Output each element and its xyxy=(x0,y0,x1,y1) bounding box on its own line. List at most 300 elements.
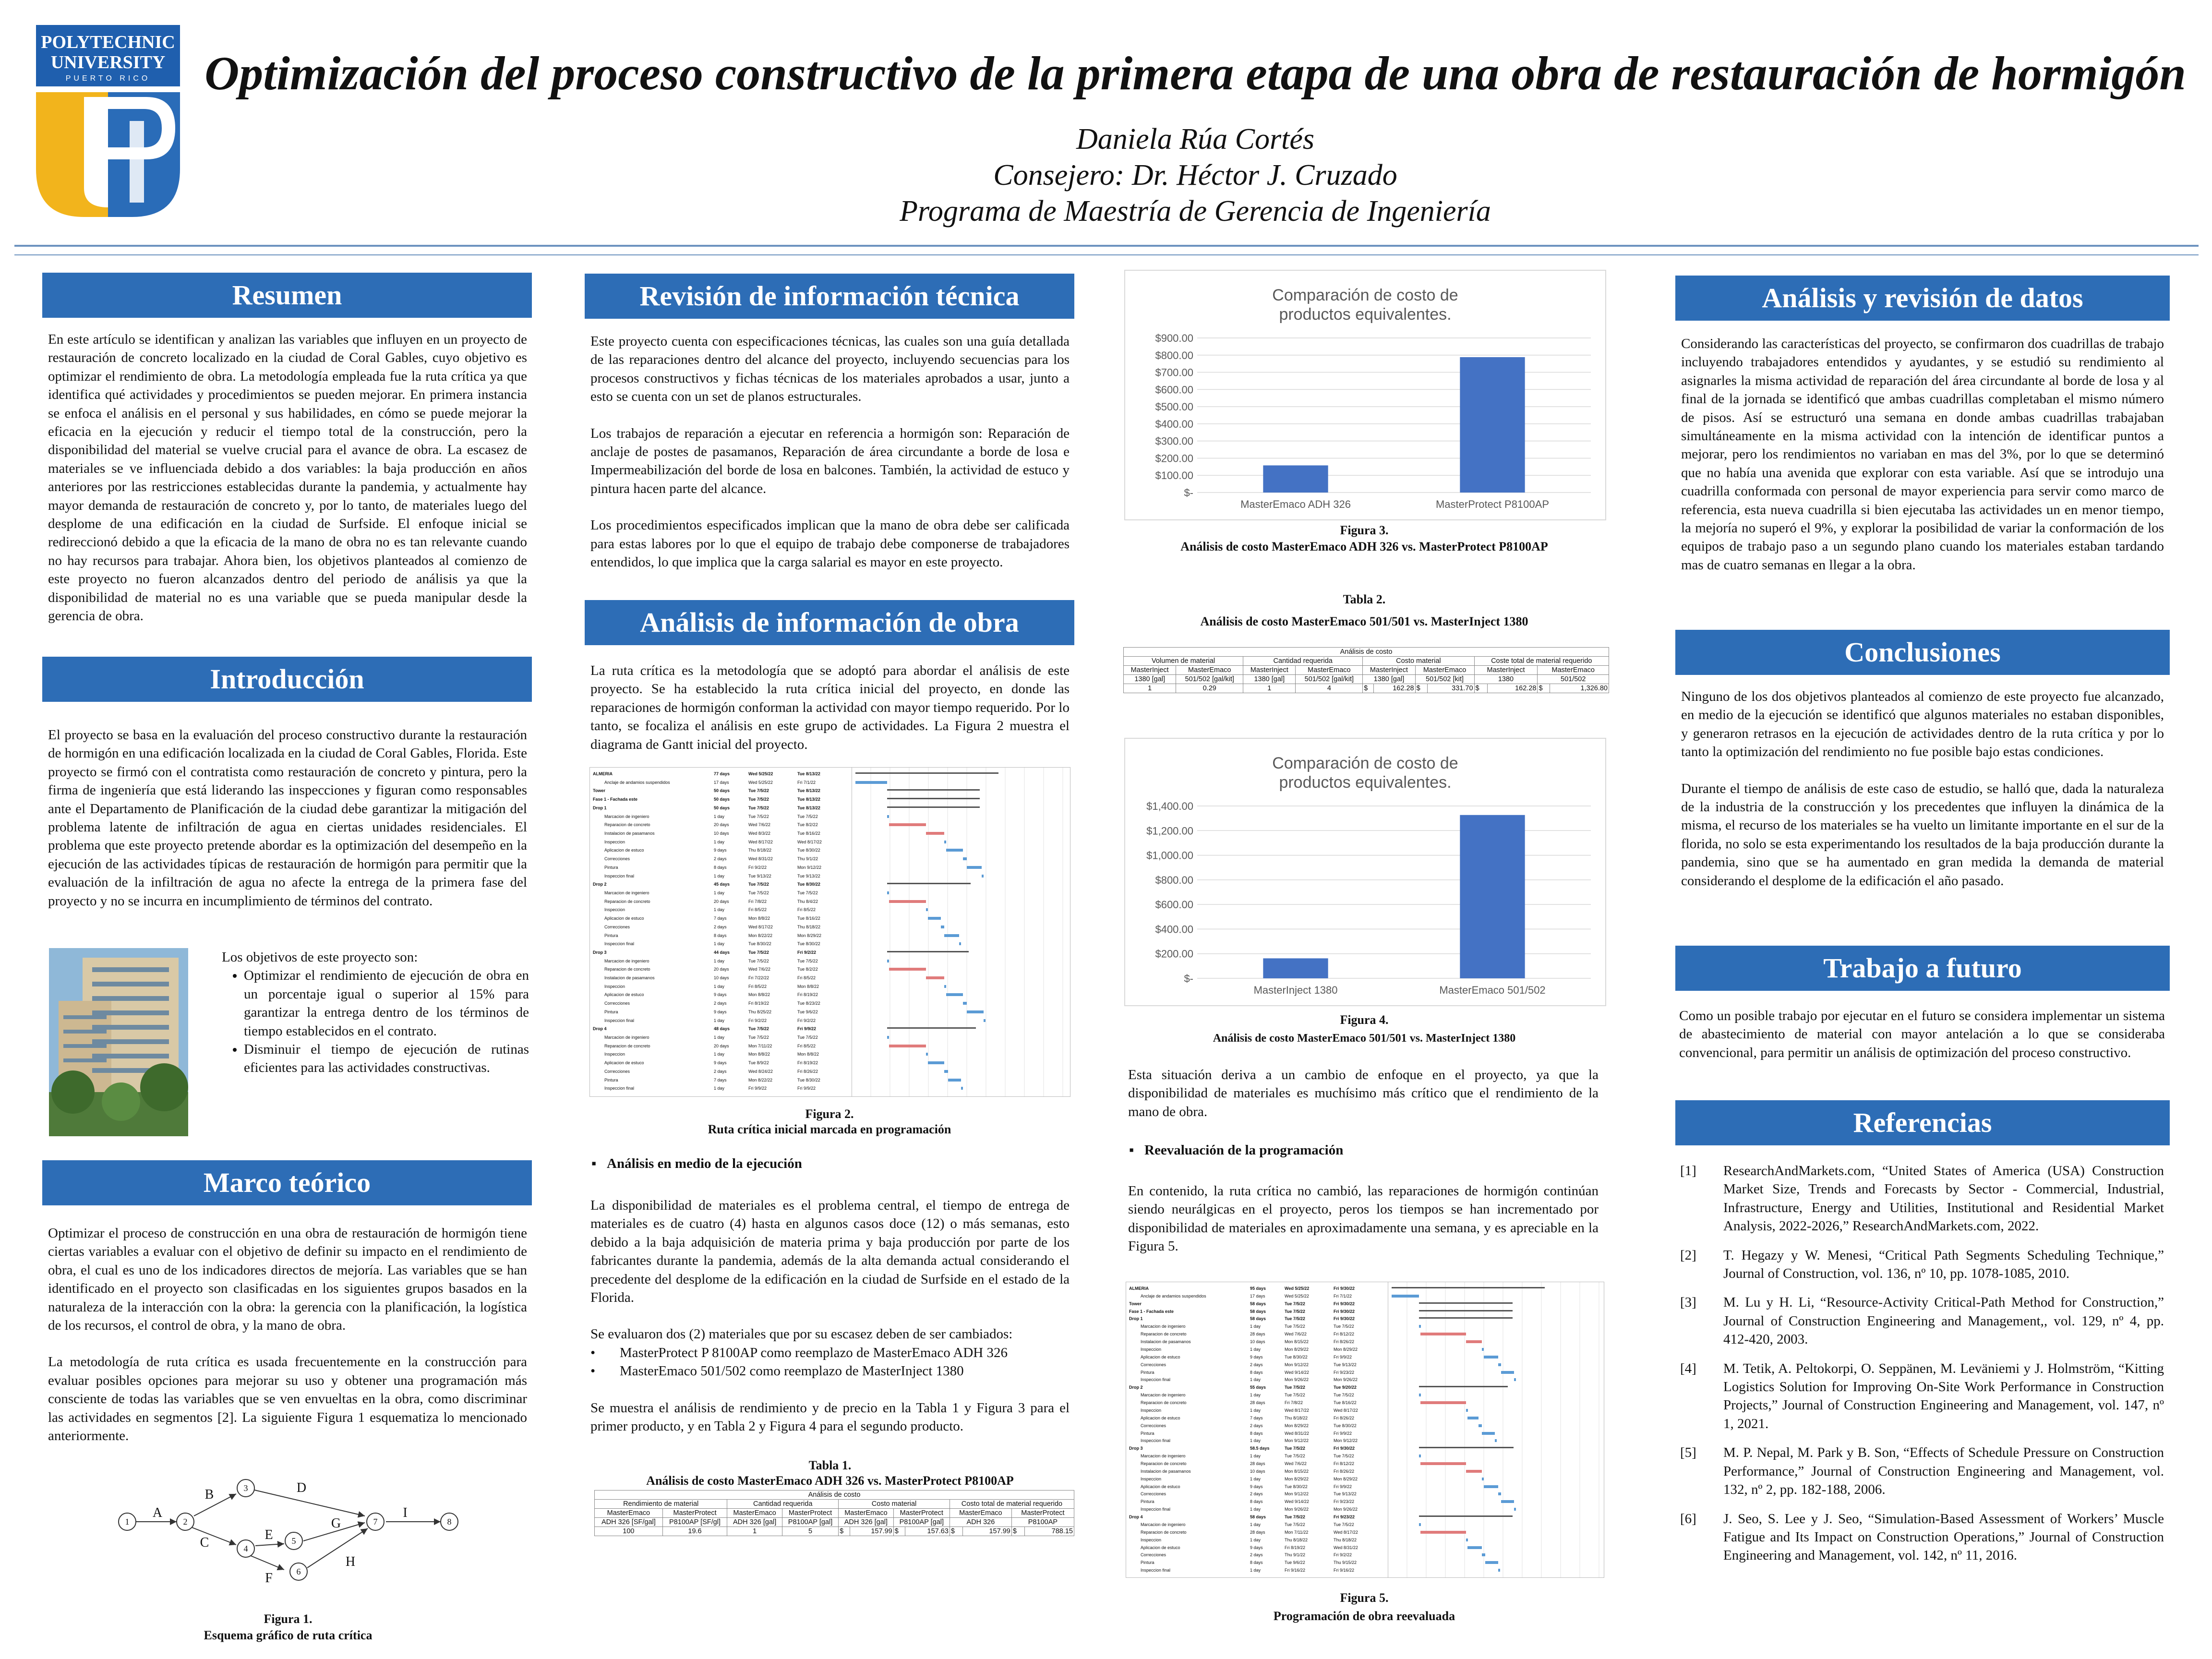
gantt-bar xyxy=(944,934,959,937)
gantt-cell: Fri 8/19/22 xyxy=(797,1060,818,1066)
gantt-cell: Mon 8/8/22 xyxy=(748,992,770,998)
svg-text:8: 8 xyxy=(447,1517,452,1527)
gantt-cell: 50 days xyxy=(714,788,730,793)
material-item-2: • MasterEmaco 501/502 como reemplazo de MasterInject 1380 xyxy=(590,1363,964,1379)
gantt-cell: Fri 9/16/22 xyxy=(1285,1568,1306,1573)
gantt-bar xyxy=(961,1087,963,1090)
gantt-bar xyxy=(1419,1394,1421,1396)
gantt-cell: Tue 9/13/22 xyxy=(748,873,771,878)
gantt-cell: 2 days xyxy=(1250,1362,1263,1367)
gantt-cell: Inspeccion final xyxy=(604,873,635,878)
gantt-bar xyxy=(967,1010,984,1013)
gantt-cell: Drop 4 xyxy=(593,1026,607,1032)
svg-text:3: 3 xyxy=(243,1483,248,1493)
gantt-cell: Thu 8/18/22 xyxy=(748,848,772,853)
gantt-cell: Tue 7/5/22 xyxy=(1285,1393,1305,1398)
gantt-bar xyxy=(889,900,926,903)
gantt-cell: 58 days xyxy=(1250,1515,1266,1520)
fig5-label: Figura 5. xyxy=(1340,1591,1389,1605)
gantt-cell: Fri 9/30/22 xyxy=(1334,1301,1355,1306)
gantt-cell: Tue 8/13/22 xyxy=(797,788,820,793)
gantt-chart-reevaluated xyxy=(1126,1282,1604,1578)
y-tick-label: $600.00 xyxy=(1155,899,1193,911)
program-name: Programa de Maestría de Gerencia de Ingeniería xyxy=(900,195,1491,228)
gantt-cell: 1 day xyxy=(714,941,725,947)
section-header-revision: Revisión de información técnica xyxy=(585,274,1074,319)
gantt-bar xyxy=(946,993,963,996)
gantt-timeline xyxy=(852,768,1070,1096)
gantt-cell: Tue 7/5/22 xyxy=(1334,1324,1354,1329)
gantt-cell: Correcciones xyxy=(1141,1552,1166,1558)
gantt-cell: Aplicacion de estuco xyxy=(604,1060,644,1066)
gantt-cell: Tue 9/13/22 xyxy=(1334,1491,1357,1497)
subsection-reevaluacion: ▪ Reevaluación de la programación xyxy=(1129,1142,1344,1158)
table2-title: Análisis de costo MasterEmaco 501/501 vs. MasterInject 1380 xyxy=(1200,614,1528,628)
gantt-cell: Wed 5/25/22 xyxy=(1285,1293,1309,1298)
revision-p3: Los procedimientos especificados implican que la mano de obra debe ser calificada para estas labores por lo que el equipo de trabajo debe componerse de trabajadores entendidos, lo que implica que la carga salarial es mayor en este proyecto. xyxy=(590,517,1070,570)
gantt-cell: 1 day xyxy=(1250,1438,1261,1443)
gantt-bar xyxy=(944,1070,948,1073)
gantt-bar xyxy=(944,841,946,843)
gantt-cell: Wed 5/25/22 xyxy=(748,780,773,785)
gantt-cell: Marcacion de ingeniero xyxy=(1141,1393,1186,1398)
gantt-bar xyxy=(1420,1401,1466,1404)
gantt-bar xyxy=(967,866,982,869)
gantt-cell: Reparacion de concreto xyxy=(1141,1332,1187,1337)
gantt-bar xyxy=(855,772,998,774)
gantt-cell: 2 days xyxy=(1250,1552,1263,1558)
gantt-cell: Mon 8/29/22 xyxy=(1285,1476,1309,1481)
gantt-cell: 1 day xyxy=(714,890,725,895)
table2: Análisis de costo Volumen de material Cantidad requerida Costo material Coste total de material requerido MasterInject MasterEmaco MasterInject MasterEmaco MasterInject MasterEmaco MasterInject MasterEmaco 1380 [gal] 501/502 [gal/kit] 1380 [gal] 501/502 [gal/kit] 1380 [gal] 501/502 [kit] 1380 501/502 1 0.29 1 4 $ 162.28 $ 331.70 $ 162.28 $ 1,326.80 xyxy=(1123,647,1609,693)
gantt-cell: 9 days xyxy=(1250,1545,1263,1550)
fig1-label: Figura 1. xyxy=(264,1612,313,1626)
gantt-cell: Fri 8/19/22 xyxy=(1285,1545,1306,1550)
gantt-cell: Fri 9/9/22 xyxy=(1334,1431,1352,1436)
gantt-bar xyxy=(1498,1492,1502,1495)
gantt-bar xyxy=(1419,1325,1421,1328)
gantt-chart-initial xyxy=(589,767,1070,1097)
table1-caption: Análisis de costo xyxy=(595,1491,1074,1500)
gantt-cell: Mon 8/29/22 xyxy=(1285,1423,1309,1428)
reference-item: [5] M. P. Nepal, M. Park y B. Son, “Effects of Schedule Pressure on Construction Performance,” Journal of Construction Engineering and Management, vol. 132, nº 2, pp. 182-188, 2006. xyxy=(1680,1445,2164,1498)
gantt-cell: Fri 8/12/22 xyxy=(1334,1332,1355,1337)
gantt-cell: Tue 8/30/22 xyxy=(797,882,820,887)
gantt-cell: Drop 3 xyxy=(593,950,607,955)
gantt-cell: 9 days xyxy=(714,1060,727,1066)
gantt-bar xyxy=(1420,1531,1466,1534)
gantt-cell: Tue 7/5/22 xyxy=(748,805,769,810)
gantt-cell: Wed 9/14/22 xyxy=(1285,1370,1309,1375)
bar xyxy=(1263,465,1328,493)
gantt-cell: Wed 8/17/22 xyxy=(1285,1407,1309,1413)
gantt-cell: 1 day xyxy=(714,1052,725,1057)
gantt-bar xyxy=(887,883,971,884)
figure4-chart xyxy=(1124,738,1606,1006)
gantt-cell: Fri 9/9/22 xyxy=(797,1026,817,1032)
analisis-medio-p3: Se evaluaron dos (2) materiales que por su escasez deben de ser cambiados: xyxy=(590,1326,1013,1342)
gantt-bar xyxy=(1498,1569,1500,1572)
gantt-cell: Wed 8/31/22 xyxy=(1334,1545,1358,1550)
gantt-cell: Inspeccion final xyxy=(604,1086,635,1091)
logo-text-mid: UNIVERSITY xyxy=(50,52,166,72)
y-tick-label: $700.00 xyxy=(1155,366,1193,379)
gantt-cell: Mon 9/12/22 xyxy=(797,865,822,870)
revision-p2: Los trabajos de reparación a ejecutar en referencia a hormigón son: Reparación de anclaje de postes de pasamanos, Reparación de área circundante a borde de losa e Impermeabilización del borde de losa en balcones. También, la actividad de estuco y pintura hacen parte del alcance. xyxy=(590,425,1070,496)
gantt-cell: Correcciones xyxy=(604,1001,630,1006)
gantt-bar xyxy=(1466,1539,1468,1541)
gantt-cell: Tue 7/5/22 xyxy=(1285,1522,1305,1527)
section-header-conclusiones: Conclusiones xyxy=(1675,630,2170,675)
gantt-cell: 17 days xyxy=(714,780,729,785)
gantt-cell: 1 day xyxy=(714,1086,725,1091)
gantt-bar xyxy=(944,985,946,988)
gantt-bar xyxy=(1420,1462,1466,1465)
gantt-bar xyxy=(1419,1302,1513,1304)
fig4-label: Figura 4. xyxy=(1340,1013,1389,1027)
gantt-cell: ALMERIA xyxy=(1129,1286,1149,1291)
author-name: Daniela Rúa Cortés xyxy=(1076,123,1314,156)
gantt-cell: Marcacion de ingeniero xyxy=(604,958,649,963)
y-tick-label: $1,200.00 xyxy=(1146,825,1193,837)
gantt-cell: Reparacion de concreto xyxy=(1141,1461,1187,1466)
gantt-cell: Inspeccion final xyxy=(1141,1568,1171,1573)
gantt-cell: Aplicacion de estuco xyxy=(1141,1415,1180,1420)
gantt-cell: 58 days xyxy=(1250,1309,1266,1314)
gantt-cell: 1 day xyxy=(714,907,725,913)
gantt-cell: Fri 9/23/22 xyxy=(1334,1499,1355,1504)
gantt-cell: Thu 8/18/22 xyxy=(1285,1415,1308,1420)
section-header-futuro: Trabajo a futuro xyxy=(1675,946,2170,991)
gantt-cell: Fri 9/9/22 xyxy=(797,1086,816,1091)
gantt-cell: Inspeccion final xyxy=(604,941,635,947)
gantt-cell: Tue 8/30/22 xyxy=(748,941,771,947)
figure3-svg xyxy=(1125,271,1605,519)
gantt-cell: Tue 7/5/22 xyxy=(797,890,818,895)
gantt-cell: Thu 8/4/22 xyxy=(797,899,818,904)
y-tick-label: $200.00 xyxy=(1155,948,1193,960)
gantt-bar xyxy=(926,1053,928,1056)
gantt-bar xyxy=(887,891,889,894)
gantt-cell: Drop 1 xyxy=(593,805,607,810)
fig3-caption: Análisis de costo MasterEmaco ADH 326 vs. MasterProtect P8100AP xyxy=(1180,540,1548,553)
y-tick-label: $600.00 xyxy=(1155,384,1193,396)
gantt-bar xyxy=(963,1002,967,1005)
gantt-cell: Fri 8/5/22 xyxy=(748,984,767,989)
gantt-bar xyxy=(887,1027,976,1029)
poster-title: Optimización del proceso constructivo de la primera etapa de una obra de restauración de hormigón xyxy=(204,47,2186,100)
gantt-cell: Tue 9/13/22 xyxy=(1334,1362,1357,1367)
gantt-bar xyxy=(887,798,980,799)
x-tick-label: MasterEmaco 501/502 xyxy=(1439,984,1546,996)
gantt-cell: Thu 9/1/22 xyxy=(797,856,818,862)
gantt-cell: Fri 8/19/22 xyxy=(797,992,818,998)
gantt-bar xyxy=(1501,1500,1514,1503)
gantt-cell: Fri 9/2/22 xyxy=(797,1018,816,1023)
fig4-caption: Análisis de costo MasterEmaco 501/501 vs. MasterInject 1380 xyxy=(1213,1032,1516,1045)
gantt-bar xyxy=(1482,1348,1484,1351)
advisor-name: Consejero: Dr. Héctor J. Cruzado xyxy=(993,159,1397,192)
gantt-cell: Mon 8/8/22 xyxy=(797,1052,819,1057)
gantt-bar xyxy=(963,857,967,860)
objective-2: • Disminuir el tiempo de ejecución de rutinas eficientes para las actividades constructivas. xyxy=(244,1040,529,1077)
y-tick-label: $1,000.00 xyxy=(1146,849,1193,862)
gantt-cell: Marcacion de ingeniero xyxy=(604,890,649,895)
reference-item: [1] ResearchAndMarkets.com, “United States of America (USA) Construction Market Size, Trends and Forecasts by Sector - Commercial, Industrial, Infrastructure, Energy and Utilities, Institutional and Residential Market Analysis, 2022-2026,” ResearchAndMarkets.com, 2022. xyxy=(1680,1163,2164,1234)
gantt-cell: 1 day xyxy=(714,1035,725,1040)
gantt-bar xyxy=(1420,1333,1466,1335)
y-tick-label: $200.00 xyxy=(1155,452,1193,465)
section-header-introduccion: Introducción xyxy=(42,657,532,702)
analisis-medio-p4: Se muestra el análisis de rendimiento y de precio en la Tabla 1 y Figura 3 para el primer producto, y en Tabla 2 y Figura 4 para el segundo producto. xyxy=(590,1400,1070,1434)
gantt-cell: Tue 7/5/22 xyxy=(1285,1309,1305,1314)
revision-p1: Este proyecto cuenta con especificaciones técnicas, las cuales son una guía detallada de las reparaciones dentro del alcance del proyecto, incluyendo secuencias para los procesos constructivos y fichas técnicas de los materiales aprobados a usar, junto a esto se cuenta con un set de planos estructurales. xyxy=(590,334,1070,405)
analisis-obra-p1: La ruta crítica es la metodología que se adoptó para abordar el análisis de este proyecto. Se ha establecido la ruta crítica inicial del proyecto, en donde las reparaciones de hormigón conforman la actividad con mayor tiempo requerido. Por lo tanto, se focaliza el análisis en este grupo de actividades. La Figura 2 muestra el diagrama de Gantt inicial del proyecto. xyxy=(590,663,1070,752)
gantt-cell: Wed 8/3/22 xyxy=(748,830,770,836)
table2-caption: Análisis de costo xyxy=(1124,648,1609,657)
header-divider xyxy=(14,245,2199,247)
gantt-cell: Wed 8/31/22 xyxy=(748,856,773,862)
gantt-cell: Tue 7/5/22 xyxy=(1285,1316,1305,1322)
gantt-cell: Fri 9/30/22 xyxy=(1334,1286,1355,1291)
y-tick-label: $1,400.00 xyxy=(1146,800,1193,812)
gantt-cell: Pintura xyxy=(604,933,618,938)
gantt-cell: Fri 7/22/22 xyxy=(748,975,769,981)
gantt-cell: 95 days xyxy=(1250,1286,1266,1291)
gantt-cell: 2 days xyxy=(714,1001,727,1006)
analisis-datos-text: Considerando las características del proyecto, se confirmaron dos cuadrillas de trabajo incluyendo trabajadores entendidos y ayudantes, y se estudió su rendimiento al asignarles la misma actividad de reparación del área circundante al borde de losa y al final de la jornada se identificó que ambas cuadrillas completaban el mismo número de pisos. Así se estructuró una semana en donde ambas cuadrillas trabajaban simultáneamente en la misma actividad con la intención de identificar puntos a mejorar, pero los rendimientos no variaban en mas del 3%, por lo que se determinó que no había una avenida que explorar con esta variable. Así que se introdujo una cuadrilla conformada con personal de mayor experiencia para servir como marco de referencia, esta nueva cuadrilla si bien ejecutaba las actividades un en menor tiempo, la mejoría no superó el 9%, y explorar la posibilidad de variar la conformación de los equipos de trabajo paso a un segundo plano cuando los materiales estaban tardando mas de cuatro semanas en llegar a la obra. xyxy=(1681,336,2164,573)
gantt-cell: Fri 9/9/22 xyxy=(1334,1484,1352,1489)
objective-1: • Optimizar el rendimiento de ejecución de obra en un porcentaje igual o superior al 15% para garantizar la entrega dentro de los términos de tiempo establecidos en el contrato. xyxy=(244,966,529,1040)
chart-title-line: productos equivalentes. xyxy=(1279,773,1452,792)
svg-text:F: F xyxy=(265,1571,273,1586)
gantt-cell: Instalacion de pasamanos xyxy=(1141,1468,1191,1474)
gantt-cell: 1 day xyxy=(1250,1568,1261,1573)
gantt-cell: Tue 8/23/22 xyxy=(797,1001,820,1006)
subsection-analisis-medio: ▪ Análisis en medio de la ejecución xyxy=(591,1156,802,1171)
gantt-bar xyxy=(928,1061,945,1064)
gantt-cell: Tue 8/16/22 xyxy=(797,830,820,836)
gantt-cell: Tue 8/2/22 xyxy=(797,822,818,828)
gantt-cell: Tue 9/6/22 xyxy=(797,1009,818,1014)
gantt-cell: 2 days xyxy=(714,856,727,862)
gantt-cell: Tower xyxy=(1129,1301,1142,1306)
gantt-cell: Tue 7/5/22 xyxy=(1285,1385,1305,1390)
gantt-cell: 9 days xyxy=(714,848,727,853)
gantt-cell: Inspeccion xyxy=(1141,1537,1162,1542)
y-tick-label: $500.00 xyxy=(1155,401,1193,413)
gantt-bar xyxy=(1501,1371,1514,1374)
gantt-bar xyxy=(1498,1363,1502,1366)
gantt-cell: 58 days xyxy=(1250,1316,1266,1322)
table1-title: Análisis de costo MasterEmaco ADH 326 vs. MasterProtect P8100AP xyxy=(646,1474,1014,1488)
gantt-bar xyxy=(1482,1432,1495,1435)
building-image-icon xyxy=(49,948,188,1136)
gantt-cell: Mon 7/11/22 xyxy=(748,1043,772,1048)
gantt-cell: 50 days xyxy=(714,805,730,810)
gantt-cell: Thu 8/18/22 xyxy=(797,924,821,929)
gantt-cell: Reparacion de concreto xyxy=(604,967,650,972)
gantt-cell: Tower xyxy=(593,788,605,793)
gantt-cell: 1 day xyxy=(714,1018,725,1023)
gantt-cell: Anclaje de andamios suspendidos xyxy=(604,780,670,785)
col3-p2: En contenido, la ruta crítica no cambió, las reparaciones de hormigón continúan siendo neurálgicas en el proyecto, peros los tiempos se han incrementado por disponibilidad de materiales en aproximadamente una semana, y es apreciable en la Figura 5. xyxy=(1128,1183,1599,1254)
gantt-cell: 1 day xyxy=(714,839,725,844)
table1-label: Tabla 1. xyxy=(808,1458,852,1472)
gantt-bar xyxy=(1467,1546,1482,1549)
svg-text:5: 5 xyxy=(291,1536,296,1546)
marco-text xyxy=(48,1224,527,1463)
gantt-bar xyxy=(887,815,889,818)
gantt-cell: Aplicacion de estuco xyxy=(604,916,644,921)
gantt-cell: Tue 7/5/22 xyxy=(1334,1393,1354,1398)
critical-path-diagram xyxy=(110,1474,466,1608)
gantt-cell: Tue 8/2/22 xyxy=(797,967,818,972)
gantt-cell: Wed 8/17/22 xyxy=(748,924,773,929)
gantt-cell: Tue 8/30/22 xyxy=(1334,1423,1357,1428)
gantt-bar xyxy=(1467,1417,1479,1419)
svg-text:6: 6 xyxy=(296,1567,301,1576)
gantt-cell: Fri 9/2/22 xyxy=(797,950,817,955)
gantt-cell: Pintura xyxy=(1141,1499,1154,1504)
bullet-icon: • xyxy=(590,1363,596,1379)
gantt-cell: Fri 9/23/22 xyxy=(1334,1515,1355,1520)
gantt-bar xyxy=(887,951,969,952)
y-tick-label: $100.00 xyxy=(1155,469,1193,482)
y-tick-label: $400.00 xyxy=(1155,418,1193,430)
gantt-cell: Wed 8/17/22 xyxy=(797,839,822,844)
y-tick-label: $900.00 xyxy=(1155,332,1193,344)
fig2-title: Ruta crítica inicial marcada en programación xyxy=(708,1122,951,1136)
gantt-cell: Wed 8/17/22 xyxy=(1334,1407,1358,1413)
gantt-cell: 7 days xyxy=(714,1077,727,1082)
gantt-cell: Tue 8/13/22 xyxy=(797,797,820,802)
gantt-cell: Fri 9/23/22 xyxy=(1334,1370,1355,1375)
gantt-cell: Correcciones xyxy=(604,924,630,929)
gantt-cell: Pintura xyxy=(604,1009,618,1014)
gantt-cell: 2 days xyxy=(1250,1423,1263,1428)
gantt-bar xyxy=(1514,1378,1516,1381)
gantt-bar xyxy=(1392,1295,1419,1298)
gantt-cell: 20 days xyxy=(714,967,729,972)
gantt-cell: Fase 1 - Fachada este xyxy=(1129,1309,1174,1314)
gantt-bar xyxy=(887,806,980,808)
gantt-cell: Tue 8/13/22 xyxy=(797,771,820,776)
gantt-cell: Drop 3 xyxy=(1129,1446,1143,1451)
gantt-cell: Tue 8/30/22 xyxy=(1285,1484,1308,1489)
gantt-cell: Fri 7/1/22 xyxy=(1334,1293,1352,1298)
gantt-bar xyxy=(926,908,928,911)
materials-list xyxy=(590,1344,1070,1381)
gantt-cell: Fri 9/2/22 xyxy=(748,1018,767,1023)
gantt-cell: Mon 9/12/22 xyxy=(1285,1362,1309,1367)
gantt-bar xyxy=(1479,1424,1482,1427)
gantt-bar xyxy=(887,960,889,962)
gantt-cell: Mon 8/22/22 xyxy=(748,1077,773,1082)
gantt-cell: Pintura xyxy=(604,1077,618,1082)
gantt-cell: Thu 9/15/22 xyxy=(1334,1560,1357,1565)
gantt-bar xyxy=(1419,1523,1421,1526)
gantt-cell: Mon 9/26/22 xyxy=(1285,1507,1309,1512)
table2-values-row: 1 0.29 1 4 $ 162.28 $ 331.70 $ 162.28 $ 1,326.80 xyxy=(1124,684,1609,693)
svg-text:2: 2 xyxy=(183,1517,188,1527)
gantt-bar xyxy=(948,1079,961,1082)
logo-text-small: PUERTO RICO xyxy=(65,74,151,83)
gantt-cell: Mon 8/22/22 xyxy=(748,933,773,938)
revision-text xyxy=(590,332,1070,589)
gantt-cell: 20 days xyxy=(714,1043,729,1048)
gantt-cell: 1 day xyxy=(714,814,725,819)
gantt-cell: Tue 7/5/22 xyxy=(748,788,769,793)
marco-p1: Optimizar el proceso de construcción en una obra de restauración de hormigón tiene ciertas variables a evaluar con el objetivo de definir su impacto en el rendimiento de obra, el cual es uno de los indicadores directos de mejoría. Las variables que se han identificado en el proyecto son clasificadas en los siguientes grupos basados en la naturaleza de la interacción con la obra: la gerencia con la planificación, la logística de los recursos, el control de obra, y la mano de obra. xyxy=(48,1226,527,1334)
gantt-cell: Tue 8/9/22 xyxy=(748,1060,769,1066)
gantt-cell: Drop 2 xyxy=(1129,1385,1143,1390)
bullet-square-icon: ▪ xyxy=(1129,1142,1134,1158)
gantt-cell: 1 day xyxy=(1250,1407,1261,1413)
gantt-bar xyxy=(889,823,926,826)
gantt-cell: Tue 7/5/22 xyxy=(1285,1515,1305,1520)
gantt-cell: 28 days xyxy=(1250,1461,1265,1466)
gantt-bar xyxy=(1482,1478,1484,1480)
gantt-cell: Aplicacion de estuco xyxy=(1141,1354,1180,1359)
gantt-cell: Wed 9/14/22 xyxy=(1285,1499,1309,1504)
gantt-cell: Wed 5/25/22 xyxy=(1285,1286,1310,1291)
gantt-cell: 55 days xyxy=(1250,1385,1266,1390)
gantt-cell: Mon 8/15/22 xyxy=(1285,1468,1309,1474)
futuro-text: Como un posible trabajo por ejecutar en el futuro se considera implementar un sistema de abastecimiento de material con mayor antelación a lo que se consideraba convencional, para permitir un análisis de optimización del proceso constructivo. xyxy=(1679,1008,2165,1060)
gantt-cell: Inspeccion xyxy=(604,1052,625,1057)
gantt-bar xyxy=(926,976,945,979)
gantt-cell: Fri 9/30/22 xyxy=(1334,1446,1355,1451)
gantt-cell: Mon 8/29/22 xyxy=(1334,1476,1358,1481)
gantt-cell: Pintura xyxy=(1141,1370,1154,1375)
gantt-bar xyxy=(941,926,945,928)
svg-text:E: E xyxy=(264,1527,273,1542)
gantt-cell: Fri 8/26/22 xyxy=(1334,1468,1355,1474)
gantt-cell: Tue 7/5/22 xyxy=(748,950,769,955)
gantt-cell: 1 day xyxy=(1250,1476,1261,1481)
gantt-bar xyxy=(928,917,941,920)
gantt-cell: 10 days xyxy=(1250,1339,1265,1345)
gantt-cell: Reparacion de concreto xyxy=(604,1043,650,1048)
reference-item: [2] T. Hegazy y W. Menesi, “Critical Path Segments Scheduling Technique,” Journal of Construction, vol. 136, nº 10, pp. 1078-1085, 2010. xyxy=(1680,1247,2164,1282)
gantt-cell: Reparacion de concreto xyxy=(604,899,650,904)
chart-title-line: Comparación de costo de xyxy=(1272,286,1458,304)
gantt-cell: Tue 8/16/22 xyxy=(1334,1400,1357,1406)
gantt-bar xyxy=(855,781,887,784)
conclusiones-text xyxy=(1681,687,2164,908)
gantt-cell: Inspeccion xyxy=(604,984,625,989)
y-tick-label: $- xyxy=(1184,973,1193,985)
gantt-cell: Wed 7/6/22 xyxy=(748,822,770,828)
gantt-cell: Mon 8/29/22 xyxy=(797,933,822,938)
gantt-cell: 44 days xyxy=(714,950,730,955)
gantt-cell: Wed 8/17/22 xyxy=(748,839,773,844)
gantt-bar xyxy=(1514,1508,1516,1511)
gantt-cell: 28 days xyxy=(1250,1400,1265,1406)
gantt-bar xyxy=(926,832,945,835)
gantt-cell: Fri 8/19/22 xyxy=(748,1001,769,1006)
gantt-cell: Tue 7/5/22 xyxy=(1285,1324,1305,1329)
y-tick-label: $800.00 xyxy=(1155,874,1193,886)
gantt-cell: 50 days xyxy=(714,797,730,802)
conclusiones-p2: Durante el tiempo de análisis de este caso de estudio, se halló que, dada la naturaleza de la industria de la construcción y los precedentes que influyen la dinámica de la misma, el recurso de los materiales se ha vuelto un limitante importante en el sur de la florida, no solo se esta experimentando los resultados de la baja producción durante la pandemia, sino que se ha aumentado en gran medida la demanda de material considerando el desplome de la edificación el año pasado. xyxy=(1681,781,2164,889)
table2-label: Tabla 2. xyxy=(1343,592,1386,606)
gantt-cell: 45 days xyxy=(714,882,730,887)
gantt-cell: Correcciones xyxy=(1141,1362,1166,1367)
critical-path-svg xyxy=(110,1474,466,1608)
svg-text:I: I xyxy=(403,1505,408,1520)
